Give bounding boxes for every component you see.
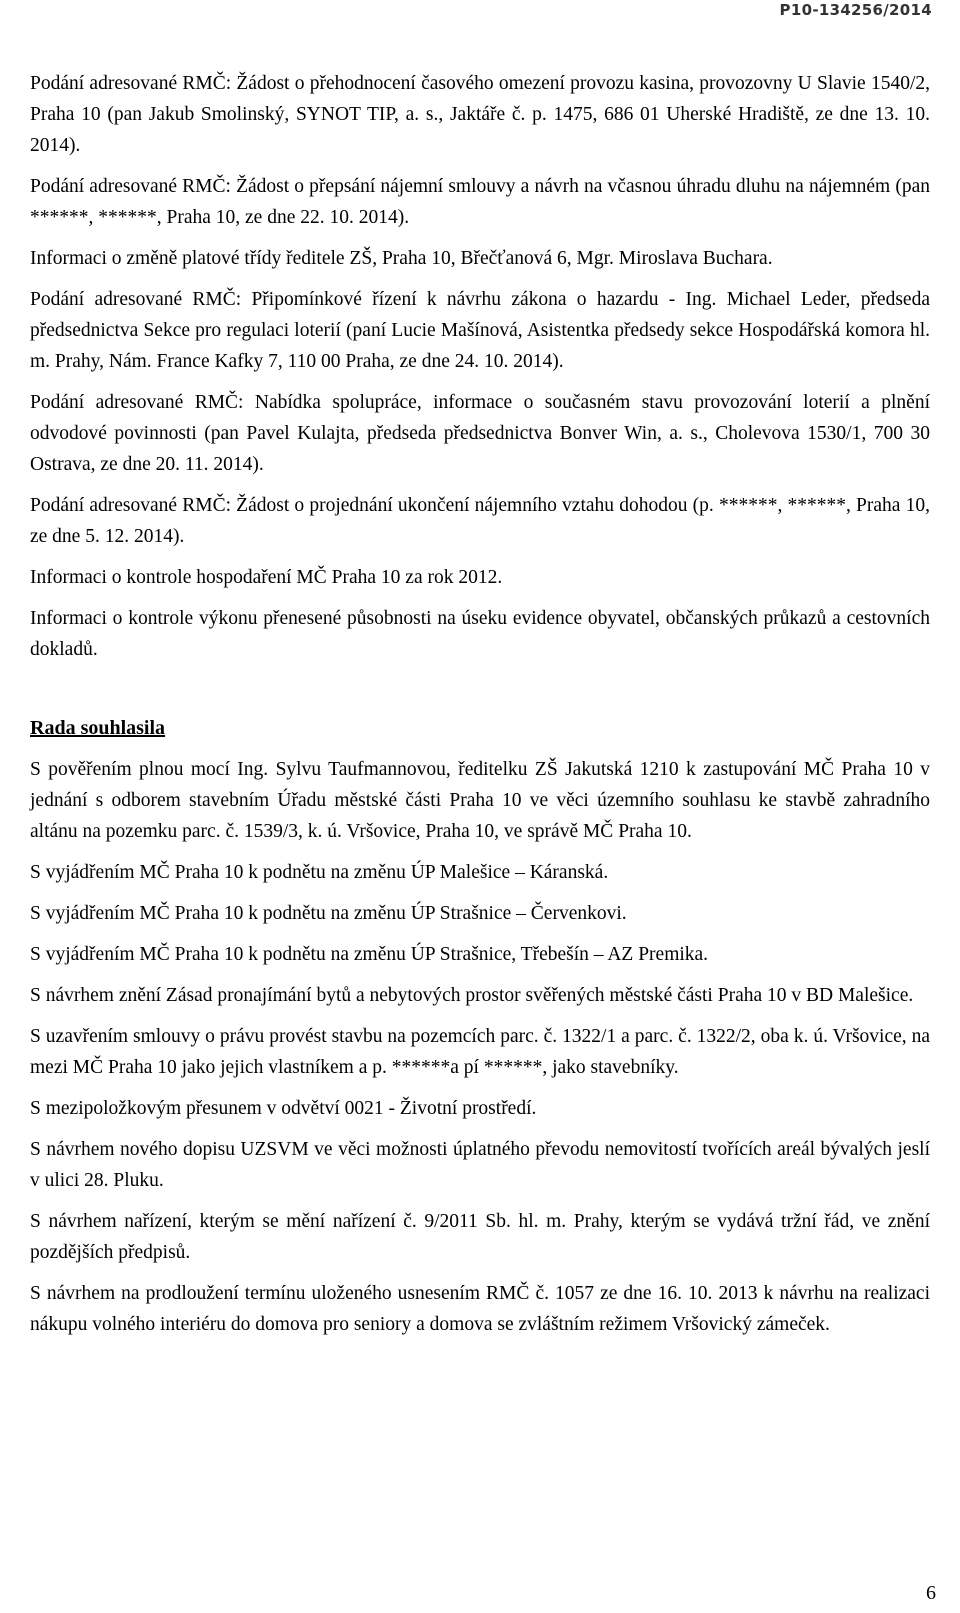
page-number: 6 xyxy=(926,1582,936,1604)
document-code: P10-134256/2014 xyxy=(779,1,932,19)
section-heading: Rada souhlasila xyxy=(30,717,166,739)
agreed-item: S návrhem na prodloužení termínu uloženého usnesením RMČ č. 1057 ze dne 16. 10. 2013 k návrhu na realizaci nákupu volného interiéru do domova pro seniory a domova se zvláštním režimem Vršovický zámeček. xyxy=(30,1283,930,1335)
agreed-item: S vyjádřením MČ Praha 10 k podnětu na změnu ÚP Malešice – Káranská. xyxy=(30,862,609,883)
agreed-item: S návrhem znění Zásad pronajímání bytů a nebytových prostor svěřených městské části Praha 10 v BD Malešice. xyxy=(30,985,914,1006)
agreed-item: S mezipoložkovým přesunem v odvětví 0021 - Životní prostředí. xyxy=(30,1098,537,1119)
informed-item: Podání adresované RMČ: Žádost o přepsání nájemní smlouvy a návrh na včasnou úhradu dluhu na nájemném (pan ******, ******, Praha 10, ze dne 22. 10. 2014). xyxy=(30,176,930,228)
informed-item: Podání adresované RMČ: Žádost o přehodnocení časového omezení provozu kasina, provozovny U Slavie 1540/2, Praha 10 (pan Jakub Smolinský, SYNOT TIP, a. s., Jaktáře č. p. 1475, 686 01 Uherské Hradiště, ze dne 13. 10. 2014). xyxy=(30,73,930,156)
document-body xyxy=(30,68,930,1350)
informed-item: Podání adresované RMČ: Připomínkové řízení k návrhu zákona o hazardu - Ing. Michael Leder, předseda předsednictva Sekce pro regulaci loterií (paní Lucie Mašínová, Asistentka předsedy sekce Hospodářská komora hl. m. Prahy, Nám. France Kafky 7, 110 00 Praha, ze dne 24. 10. 2014). xyxy=(30,289,930,372)
informed-item: Informaci o změně platové třídy ředitele ZŠ, Praha 10, Břečťanová 6, Mgr. Miroslava Buchara. xyxy=(30,248,773,269)
informed-item: Podání adresované RMČ: Nabídka spolupráce, informace o současném stavu provozování loterií a plnění odvodové povinnosti (pan Pavel Kulajta, předseda předsednictva Bonver Win, a. s., Cholevova 1530/1, 700 30 Ostrava, ze dne 20. 11. 2014). xyxy=(30,392,930,475)
agreed-item: S uzavřením smlouvy o právu provést stavbu na pozemcích parc. č. 1322/1 a parc. č. 1322/2, oba k. ú. Vršovice, na mezi MČ Praha 10 jako jejich vlastníkem a p. ******a pí ******, jako stavebníky. xyxy=(30,1026,930,1078)
agreed-item: S pověřením plnou mocí Ing. Sylvu Taufmannovou, ředitelku ZŠ Jakutská 1210 k zastupování MČ Praha 10 v jednání s odborem stavebním Úřadu městské části Praha 10 ve věci územního souhlasu ke stavbě zahradního altánu na pozemku parc. č. 1539/3, k. ú. Vršovice, Praha 10, ve správě MČ Praha 10. xyxy=(30,759,930,842)
agreed-item: S vyjádřením MČ Praha 10 k podnětu na změnu ÚP Strašnice, Třebešín – AZ Premika. xyxy=(30,944,709,965)
agreed-item: S vyjádřením MČ Praha 10 k podnětu na změnu ÚP Strašnice – Červenkovi. xyxy=(30,903,627,924)
informed-item: Informaci o kontrole hospodaření MČ Praha 10 za rok 2012. xyxy=(30,567,503,588)
informed-item: Informaci o kontrole výkonu přenesené působnosti na úseku evidence obyvatel, občanských průkazů a cestovních dokladů. xyxy=(30,608,930,660)
informed-item: Podání adresované RMČ: Žádost o projednání ukončení nájemního vztahu dohodou (p. ******, ******, Praha 10, ze dne 5. 12. 2014). xyxy=(30,495,930,547)
agreed-item: S návrhem nového dopisu UZSVM ve věci možnosti úplatného převodu nemovitostí tvořících areál bývalých jeslí v ulici 28. Pluku. xyxy=(30,1139,930,1191)
agreed-item: S návrhem nařízení, kterým se mění nařízení č. 9/2011 Sb. hl. m. Prahy, kterým se vydává tržní řád, ve znění pozdějších předpisů. xyxy=(30,1211,930,1263)
